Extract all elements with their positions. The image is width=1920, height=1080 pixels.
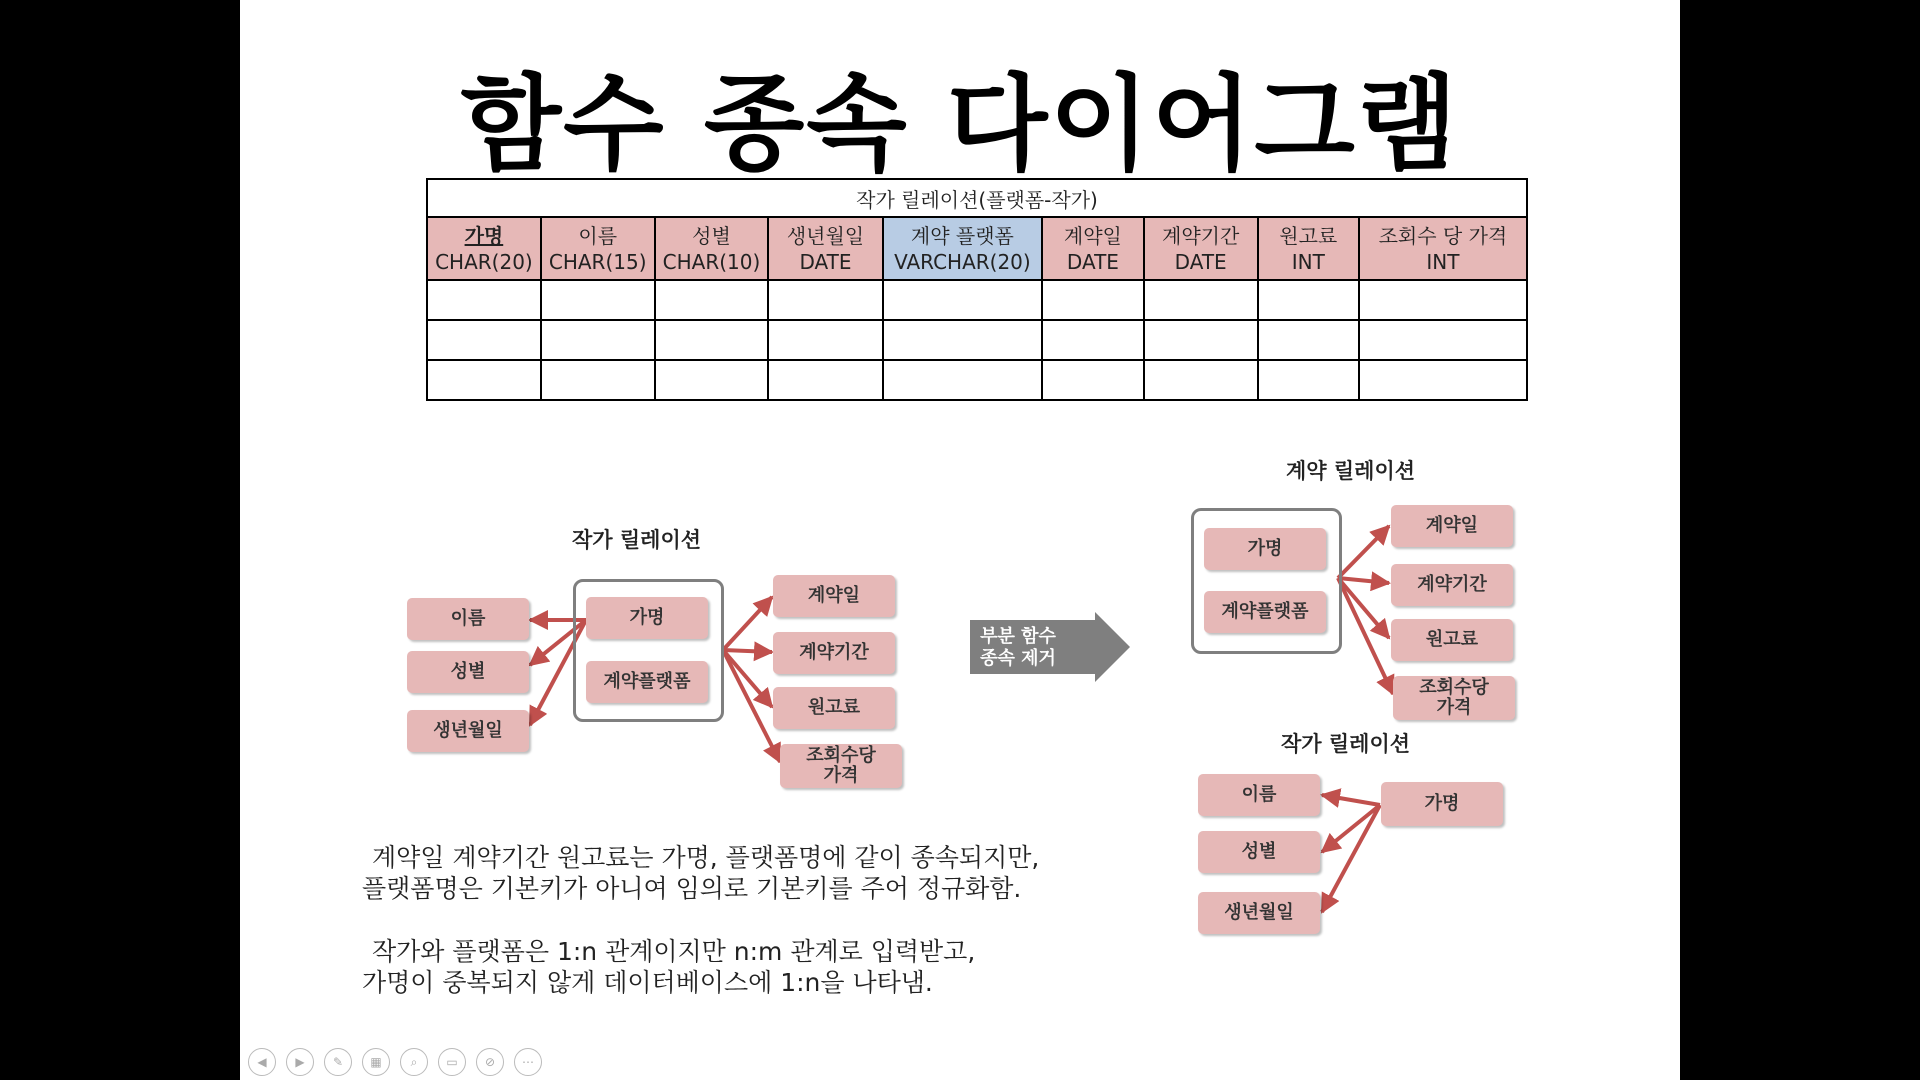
note-paragraph-1 xyxy=(362,842,1039,904)
column-type: CHAR(15) xyxy=(548,249,647,274)
node-birthdate: 생년월일 xyxy=(407,710,529,752)
contract-relation-label: 계약 릴레이션 xyxy=(1286,459,1416,483)
node-birthdate: 생년월일 xyxy=(1198,892,1320,934)
note-line: 작가와 플랫폼은 1:n 관계이지만 n:m 관계로 입력받고, xyxy=(372,937,976,966)
key-node-alias: 가명 xyxy=(586,597,708,639)
column-name: 계약 플랫폼 xyxy=(910,223,1014,248)
pen-icon[interactable]: ✎ xyxy=(324,1048,352,1076)
zoom-icon[interactable]: ⌕ xyxy=(400,1048,428,1076)
key-node-platform: 계약플랫폼 xyxy=(1204,591,1326,633)
note-line: 가명이 중복되지 않게 데이터베이스에 1:n을 나타냄. xyxy=(362,968,933,997)
next-icon[interactable]: ▶ xyxy=(286,1048,314,1076)
prev-icon[interactable]: ◀ xyxy=(248,1048,276,1076)
arrow xyxy=(1322,805,1380,852)
column-name: 성별 xyxy=(692,223,731,248)
left-diagram-label: 작가 릴레이션 xyxy=(572,528,702,552)
node-contract-period: 계약기간 xyxy=(773,632,895,674)
node-price-per-view: 조회수당 가격 xyxy=(1393,676,1515,720)
column-name: 원고료 xyxy=(1279,223,1338,248)
column-type: CHAR(10) xyxy=(662,249,761,274)
arrow xyxy=(1322,805,1380,912)
camera-off-icon[interactable]: ⊘ xyxy=(476,1048,504,1076)
note-line: 계약일 계약기간 원고료는 가명, 플랫폼명에 같이 종속되지만, xyxy=(372,843,1040,872)
node-contract-date: 계약일 xyxy=(773,575,895,617)
node-gender: 성별 xyxy=(407,651,529,693)
subtitle-icon[interactable]: ▭ xyxy=(438,1048,466,1076)
key-node-alias: 가명 xyxy=(1204,528,1326,570)
key-node-platform: 계약플랫폼 xyxy=(586,661,708,703)
column-name: 생년월일 xyxy=(786,223,865,248)
node-contract-period: 계약기간 xyxy=(1391,564,1513,606)
transform-arrow-text xyxy=(976,626,1060,670)
note-line: 플랫폼명은 기본키가 아니여 임의로 기본키를 주어 정규화함. xyxy=(362,874,1022,903)
node-fee: 원고료 xyxy=(1391,619,1513,661)
slide xyxy=(240,0,1680,1080)
slides-icon[interactable]: ▦ xyxy=(362,1048,390,1076)
arrow xyxy=(1338,578,1389,583)
key-node-alias: 가명 xyxy=(1381,782,1503,826)
column-name: 계약일 xyxy=(1063,223,1122,248)
column-type: DATE xyxy=(1174,249,1227,274)
node-contract-date: 계약일 xyxy=(1391,505,1513,547)
column-name: 조회수 당 가격 xyxy=(1378,223,1508,248)
table-caption: 작가 릴레이션(플랫폼-작가) xyxy=(427,179,1527,217)
arrow xyxy=(1322,795,1380,805)
column-type: VARCHAR(20) xyxy=(894,249,1031,274)
column-type: DATE xyxy=(1066,249,1119,274)
column-type: INT xyxy=(1426,249,1460,274)
node-gender: 성별 xyxy=(1198,831,1320,873)
column-type: CHAR(20) xyxy=(435,249,533,274)
arrow xyxy=(1338,526,1389,578)
arrow xyxy=(723,650,772,652)
node-price-per-view: 조회수당 가격 xyxy=(780,744,902,788)
column-type: INT xyxy=(1291,249,1325,274)
arrow xyxy=(723,597,772,650)
transform-arrow-line1: 부분 함수 xyxy=(980,626,1056,647)
author-relation-label: 작가 릴레이션 xyxy=(1281,732,1411,756)
node-name: 이름 xyxy=(1198,774,1320,816)
more-icon[interactable]: ⋯ xyxy=(514,1048,542,1076)
node-name: 이름 xyxy=(407,598,529,640)
column-type: DATE xyxy=(799,249,852,274)
column-name: 계약기간 xyxy=(1162,223,1240,248)
primary-key-name: 가명 xyxy=(464,223,504,248)
node-fee: 원고료 xyxy=(773,687,895,729)
transform-arrow-line2: 종속 제거 xyxy=(980,648,1056,669)
column-name: 이름 xyxy=(578,223,618,248)
slide-title: 함수 종속 다이어그램 xyxy=(460,63,1460,185)
note-paragraph-2 xyxy=(362,936,975,998)
